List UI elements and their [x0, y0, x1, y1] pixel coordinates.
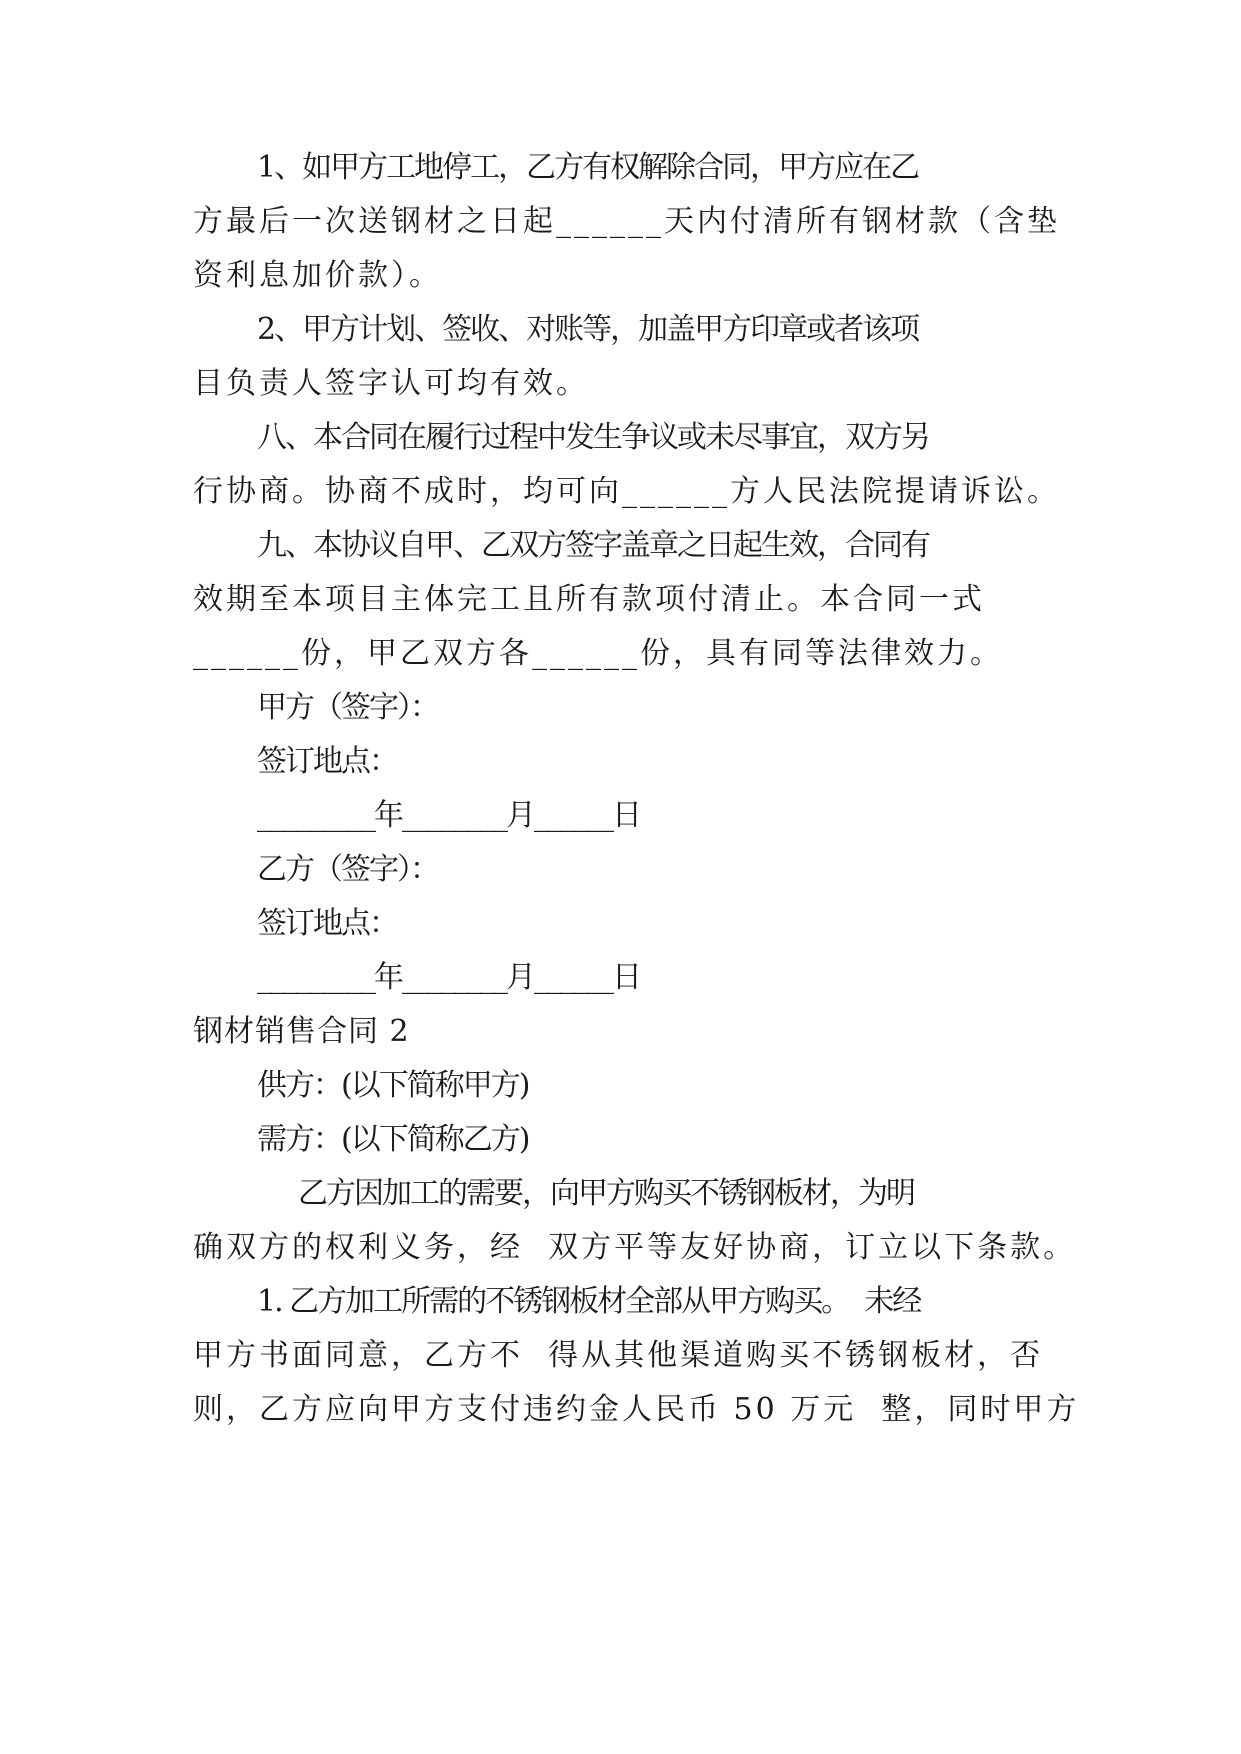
party-b-signature-label: 乙方（签字）： — [257, 852, 438, 887]
preamble-line-1: 乙方因加工的需要，向甲方购买不锈钢板材，为明 — [298, 1176, 914, 1211]
clause-2-line-2: 目负责人签字认可均有效。 — [193, 366, 589, 401]
article-9-line-1: 九、本协议自甲、乙双方签字盖章之日起生效，合同有 — [257, 528, 929, 563]
clause-1-line-2: 方最后一次送钢材之日起______天内付清所有钢材款（含垫 — [193, 204, 1060, 239]
supplier-line: 供方：(以下简称甲方) — [257, 1068, 529, 1103]
clause-2-1-line-2: 甲方书面同意，乙方不 得从其他渠道购买不锈钢板材，否 — [193, 1338, 1044, 1373]
party-b-signing-place-label: 签订地点： — [257, 906, 397, 941]
article-8-line-1: 八、本合同在履行过程中发生争议或未尽事宜，双方另 — [257, 420, 929, 455]
party-b-date-line: _________年________月______日 — [257, 960, 640, 995]
preamble-line-2: 确双方的权利义务，经 双方平等友好协商，订立以下条款。 — [193, 1230, 1077, 1265]
clause-1-line-3: 资利息加价款）。 — [193, 258, 442, 293]
clause-2-1-line-3: 则，乙方应向甲方支付违约金人民币 50 万元 整，同时甲方 — [193, 1392, 1080, 1427]
clause-1-line-1: 1、如甲方工地停工，乙方有权解除合同，甲方应在乙 — [257, 150, 919, 185]
clause-2-1-line-1: 1. 乙方加工所需的不锈钢板材全部从甲方购买。 未经 — [257, 1284, 921, 1319]
party-a-signature-label: 甲方（签字）： — [257, 690, 438, 725]
article-9-line-3: ______份，甲乙双方各______份，具有同等法律效力。 — [193, 636, 1003, 671]
contract-2-title: 钢材销售合同 2 — [193, 1014, 410, 1049]
clause-2-line-1: 2、甲方计划、签收、对账等，加盖甲方印章或者该项 — [257, 312, 919, 347]
party-a-signing-place-label: 签订地点： — [257, 744, 397, 779]
article-9-line-2: 效期至本项目主体完工且所有款项付清止。本合同一式 — [193, 582, 985, 617]
article-8-line-2: 行协商。协商不成时，均可向______方人民法院提请诉讼。 — [193, 474, 1060, 509]
party-a-date-line: _________年________月______日 — [257, 798, 640, 833]
buyer-line: 需方：(以下简称乙方) — [257, 1122, 529, 1157]
